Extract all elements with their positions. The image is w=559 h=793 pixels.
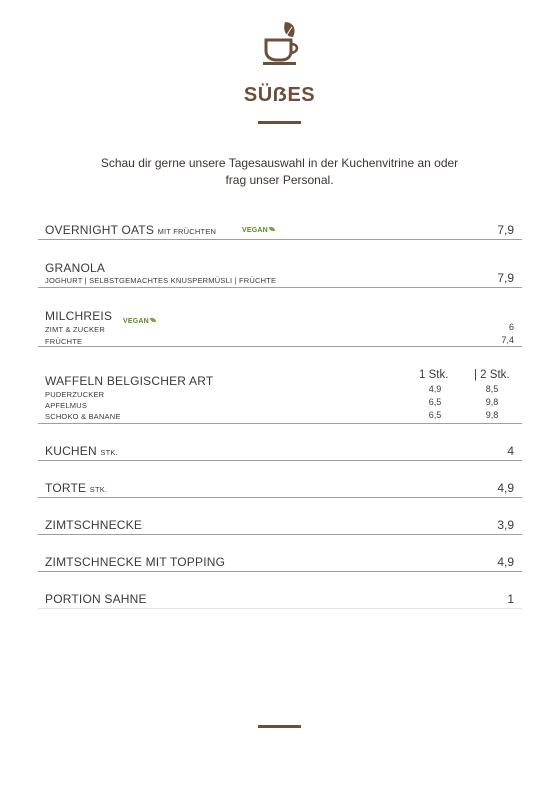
coffee-cup-leaf-icon: [262, 20, 302, 66]
option-price: 7,4: [501, 335, 514, 345]
page-title: SÜẞES: [243, 84, 316, 106]
menu-item-granola: [38, 258, 522, 288]
leaf-icon: [269, 227, 275, 231]
item-price: 4,9: [497, 555, 514, 569]
item-name: TORTE: [45, 481, 87, 495]
item-price: 4: [507, 444, 514, 458]
option-label: FRÜCHTE: [45, 337, 83, 346]
item-name: OVERNIGHT OATS: [45, 223, 155, 237]
vegan-badge: VEGAN: [123, 318, 156, 325]
menu-item-torte: [38, 479, 522, 498]
item-price: 1: [507, 592, 514, 606]
item-price: 4,9: [497, 481, 514, 495]
item-name: KUCHEN: [45, 444, 97, 458]
menu-item-overnight-oats: [38, 220, 522, 240]
menu-item-sahne: [38, 590, 522, 609]
footer-divider: [258, 725, 301, 728]
item-name: GRANOLA: [45, 261, 106, 275]
option-price-2: 9,8: [485, 397, 499, 407]
item-name: MILCHREIS: [45, 309, 113, 323]
leaf-icon: [150, 318, 156, 322]
item-name: ZIMTSCHNECKE MIT TOPPING: [45, 555, 226, 569]
menu-item-zimtschnecke-topping: [38, 553, 522, 572]
item-price: 7,9: [497, 223, 514, 237]
option-price: 6: [508, 322, 514, 332]
intro-text: Schau dir gerne unsere Tagesauswahl in der Kuchenvitrine an oder frag unser Personal.: [100, 156, 459, 187]
option-price-2: 9,8: [485, 410, 499, 420]
option-price-1: 4,9: [428, 384, 442, 394]
item-description: JOGHURT | SELBSTGEMACHTES KNUSPERMÜSLI | FRÜCHTE: [45, 276, 277, 285]
option-label: SCHOKO & BANANE: [45, 412, 121, 421]
menu-item-waffeln: [38, 366, 522, 424]
column-header-1-stk: 1 Stk.: [419, 369, 449, 381]
item-name: ZIMTSCHNECKE: [45, 518, 143, 532]
item-price: 7,9: [497, 271, 514, 285]
menu-item-kuchen: [38, 442, 522, 461]
option-label: ZIMT & ZUCKER: [45, 325, 105, 334]
item-name: PORTION SAHNE: [45, 592, 147, 606]
menu-item-milchreis: [38, 306, 522, 347]
option-label: APFELMUS: [45, 401, 88, 410]
item-note: STK.: [100, 448, 118, 457]
option-price-1: 6,5: [428, 397, 442, 407]
option-price-2: 8,5: [485, 384, 499, 394]
menu-item-zimtschnecke: [38, 516, 522, 535]
item-name: WAFFELN BELGISCHER ART: [45, 374, 214, 388]
option-label: PUDERZUCKER: [45, 390, 105, 399]
item-note: STK.: [89, 485, 108, 494]
vegan-badge: VEGAN: [242, 227, 275, 234]
item-price: 3,9: [497, 518, 514, 532]
option-price-1: 6,5: [428, 410, 442, 420]
item-note: MIT FRÜCHTEN: [157, 227, 217, 236]
column-header-2-stk: | 2 Stk.: [474, 369, 510, 381]
title-divider: [258, 121, 301, 124]
